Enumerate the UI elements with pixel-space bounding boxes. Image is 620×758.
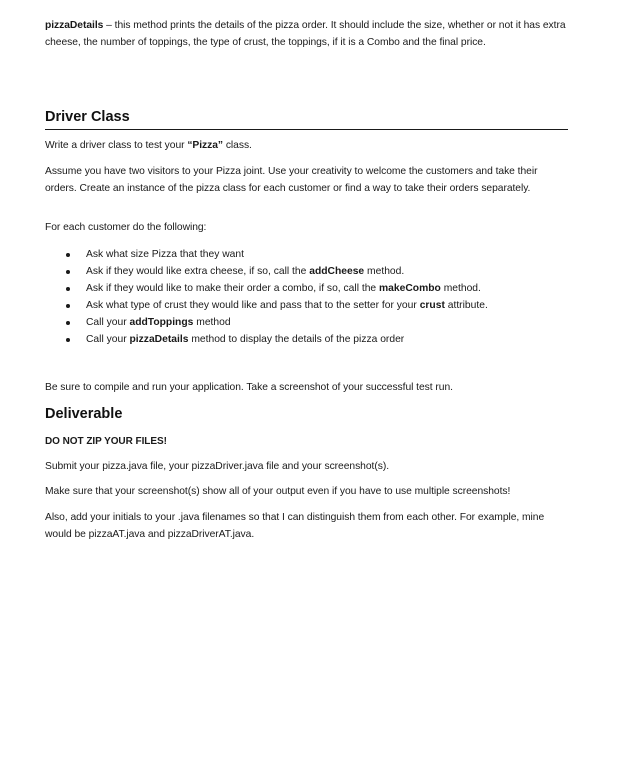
submit-instruction: Submit your pizza.java file, your pizzaDriver.java file and your screenshot(s). <box>45 461 390 472</box>
list-item: Call your pizzaDetails method to display the details of the pizza order <box>62 331 488 348</box>
visitors-paragraph: Assume you have two visitors to your Pizza joint. Use your creativity to welcome the customers and take their orders. Create an instance of the pizza class for each customer or find a way to take their orders separately. <box>45 166 538 194</box>
compile-instruction: Be sure to compile and run your application. Take a screenshot of your successful test run. <box>45 382 453 393</box>
deliverable-heading: Deliverable <box>45 406 123 422</box>
bullet-icon <box>66 287 70 291</box>
bullet-icon <box>66 338 70 342</box>
bullet-icon <box>66 304 70 308</box>
pizza-details-description: – this method prints the details of the pizza order. It should include the size, whether or not it has extra cheese, the number of toppings, the type of crust, the toppings, if it is a Combo and the final price. <box>45 20 566 48</box>
screenshot-instruction: Make sure that your screenshot(s) show all of your output even if you have to use multiple screenshots! <box>45 486 511 497</box>
driver-class-heading: Driver Class <box>45 109 130 125</box>
list-item: Call your addToppings method <box>62 314 488 331</box>
customer-steps-list <box>62 246 488 349</box>
no-zip-warning: DO NOT ZIP YOUR FILES! <box>45 436 167 447</box>
bullet-icon <box>66 321 70 325</box>
pizza-details-method-name: pizzaDetails <box>45 20 104 31</box>
initials-instruction: Also, add your initials to your .java filenames so that I can distinguish them from each other. For example, mine would be pizzaAT.java and pizzaDriverAT.java. <box>45 512 545 540</box>
bullet-icon <box>66 270 70 274</box>
driver-intro-class-name: “Pizza” <box>187 140 224 151</box>
list-item: Ask what type of crust they would like and pass that to the setter for your crust attribute. <box>62 297 488 314</box>
bullet-icon <box>66 253 70 257</box>
driver-intro-pre: Write a driver class to test your <box>45 140 188 151</box>
list-item: Ask if they would like extra cheese, if so, call the addCheese method. <box>62 263 488 280</box>
driver-intro-paragraph <box>45 138 570 155</box>
pizza-details-paragraph <box>45 18 570 51</box>
for-each-customer-text: For each customer do the following: <box>45 222 207 233</box>
section-divider <box>45 129 568 130</box>
list-item: Ask if they would like to make their order a combo, if so, call the makeCombo method. <box>62 280 488 297</box>
list-item: Ask what size Pizza that they want <box>62 246 488 263</box>
driver-intro-post: class. <box>223 140 252 151</box>
